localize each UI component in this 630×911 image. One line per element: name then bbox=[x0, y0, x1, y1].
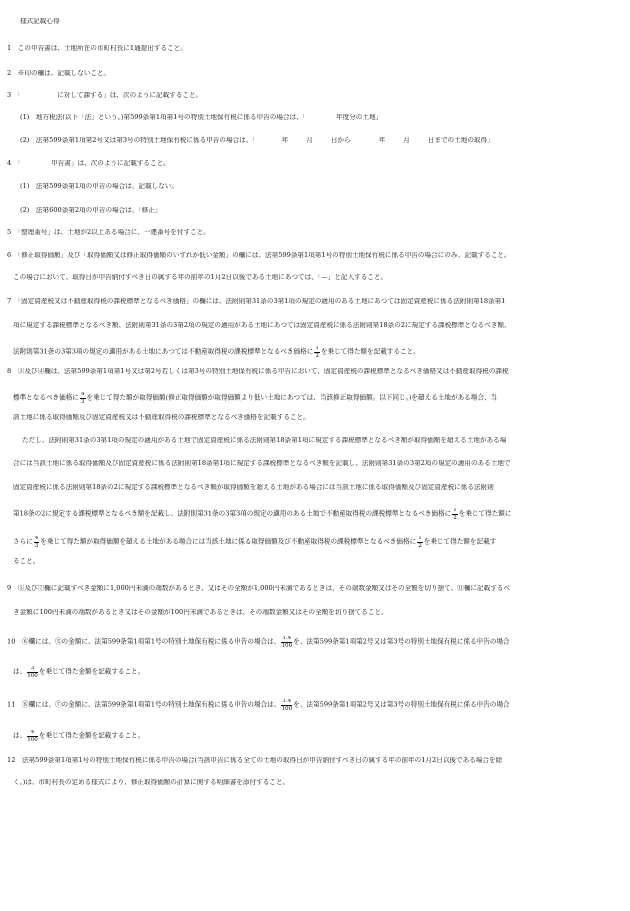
instruction-8-line-1: 8 ③及び④欄は、法第599条第1項第1号又は第2号若しくは第3号の特別土地保有税に係る申告において、固定資産税の課税標準となるべき価格又は不動産取得税の課税 bbox=[7, 368, 509, 375]
instruction-8-line-7 bbox=[13, 508, 624, 521]
instruction-3 bbox=[7, 92, 624, 99]
to-month-label: 月 bbox=[403, 137, 410, 144]
instruction-10-line-1 bbox=[7, 636, 624, 649]
fraction-denominator: 100 bbox=[27, 672, 38, 679]
instruction-10-line-2-text: は、 bbox=[13, 667, 27, 676]
instruction-6-line-1: 6 「修正取得価額」及び「取得価額又は修正取得価額のいずれか低い金額」の欄には、法第599条第1項第1号の特別土地保有税に係る申告の場合にのみ、記載すること。 bbox=[7, 252, 511, 259]
instruction-4-2: (2) 法第600条第2項の申告の場合は、「修正」 bbox=[20, 207, 162, 214]
instruction-8-line-3: 該土地に係る取得価額及び固定資産税又は不動産取得税の課税標準となるべき価格を記載すること。 bbox=[13, 414, 310, 421]
instruction-5: 5 「整理番号」は、土地が2以上ある場合に、一連番号を付すこと。 bbox=[7, 229, 210, 236]
fraction-numerator: 4 bbox=[80, 392, 86, 399]
instruction-8-line-4: ただし、法附則第31条の3第1項の規定の適用がある土地で固定資産税に係る法附則第18条第1項に規定する課税標準となるべき額が取得価額を超える土地がある場 bbox=[22, 437, 507, 444]
instruction-3-1 bbox=[20, 114, 624, 121]
instruction-8-line-2-end: を乗じて得た額が取得価額(修正取得価額が取得価額より低い土地にあつては、当該修正取得価額。以下同じ。)を超える土地がある場合、当 bbox=[86, 393, 498, 402]
fraction-denominator: 2 bbox=[453, 514, 457, 521]
instruction-8-line-7-text: 第18条の2に規定する課税標準となるべき額を記載し、法附則第31条の3第3項の規定の適用のある土地で不動産取得税の課税標準となるべき価格に bbox=[13, 509, 452, 518]
instruction-3-rest: に対して課する」は、次のように記載すること。 bbox=[57, 92, 203, 99]
fraction-one-half bbox=[452, 508, 458, 521]
fraction-numerator: 4 bbox=[27, 730, 38, 737]
fraction-four-thirds bbox=[80, 392, 86, 405]
fraction-numerator: 4 bbox=[34, 536, 40, 543]
instruction-11-line-2-end: を乗じて得た金額を記載すること。 bbox=[38, 731, 145, 740]
document-heading: 様式記載心得 bbox=[20, 18, 60, 25]
instruction-11-line-1-text: 11 ⑧欄には、⑦の金額に、法第599条第1項第1号の特別土地保有税に係る申告の場合は、 bbox=[7, 700, 281, 709]
instruction-3-start: 3 「 bbox=[7, 92, 22, 99]
instruction-7-line-3-end: を乗じて得た額を記載すること。 bbox=[320, 347, 420, 356]
instruction-10-line-2 bbox=[13, 666, 624, 679]
to-year-label: 年 bbox=[378, 137, 386, 144]
instruction-12-line-1: 12 法第599条第1項第1号の特別土地保有税に係る申告の場合(当該申告に係る全ての土地の取得日が申告納付すべき日の属する年の前年の1月2日以後である場合を除 bbox=[7, 757, 503, 764]
instruction-6-line-2: この場合において、取得日が申告納付すべき日の属する年の前年の1月2日以後である土地にあつては、「—」と記入すること。 bbox=[13, 274, 388, 281]
from-month-label: 月 bbox=[306, 137, 313, 144]
instruction-8-line-8-end: を乗じて得た額を記載す bbox=[423, 537, 497, 546]
fraction-four-thirds bbox=[34, 536, 40, 549]
fraction-denominator: 100 bbox=[281, 642, 293, 649]
fraction-numerator: 1 bbox=[314, 346, 320, 353]
fraction-rate-1-4 bbox=[281, 636, 292, 649]
instruction-8-line-9: ること。 bbox=[13, 558, 40, 565]
fraction-denominator: 2 bbox=[418, 542, 422, 549]
instruction-8-line-8-start: さらに bbox=[13, 537, 33, 546]
instruction-8-line-8 bbox=[13, 536, 624, 549]
instruction-4-start: 4 「 bbox=[7, 160, 22, 167]
instruction-7-line-3 bbox=[13, 346, 624, 359]
instruction-9-line-2: き金額に100円未満の端数があるとき又はその金額が100円未満であるときは、その端数金額又はその全額を切り捨てること。 bbox=[13, 609, 388, 616]
instruction-11-line-2 bbox=[13, 730, 624, 743]
to-day-label: 日までの土地の取得」 bbox=[427, 137, 494, 144]
instruction-7-line-1: 7 「固定資産税又は不動産取得税の課税標準となるべき価格」の欄には、法附則第31条の3第1項の規定の適用のある土地にあつては固定資産税に係る法附則第18条第1 bbox=[7, 298, 506, 305]
from-year-label: 年 bbox=[281, 137, 289, 144]
fraction-numerator: 1 bbox=[417, 536, 423, 543]
instruction-7-line-2: 項に規定する課税標準となるべき額、法附則第31条の3第2項の規定の適用がある土地にあつては固定資産税に係る法附則第18条の2に規定する課税標準となるべき額、 bbox=[13, 322, 511, 329]
instruction-10-line-2-end: を乗じて得た金額を記載すること。 bbox=[38, 667, 145, 676]
instruction-8-line-6: 固定資産税に係る法附則第18条の2に規定する課税標準となるべき額が取得価額を超える土地がある場合には当該土地に係る取得価額及び固定資産税に係る法附則 bbox=[13, 484, 494, 491]
fraction-numerator: 3 bbox=[27, 666, 38, 673]
instruction-10-line-1-text: 10 ⑥欄には、⑤の金額に、法第599条第1項第1号の特別土地保有税に係る申告の場合は、 bbox=[7, 637, 281, 646]
fraction-denominator: 2 bbox=[315, 352, 319, 359]
fraction-denominator: 100 bbox=[281, 705, 293, 712]
fraction-numerator: 1 bbox=[452, 508, 458, 515]
instruction-3-1-end: 年度分の土地」 bbox=[336, 114, 383, 121]
fraction-rate-4 bbox=[27, 730, 38, 743]
instruction-8-line-2 bbox=[13, 392, 624, 405]
instruction-8-line-7-end: を乗じて得た額に bbox=[458, 509, 512, 518]
instruction-1: 1 この申告書は、土地所在の市町村長に1通提出すること。 bbox=[7, 45, 187, 52]
instruction-11-line-2-text: は、 bbox=[13, 731, 27, 740]
instruction-8-line-8-text: を乗じて得た額が取得価額を超える土地がある場合には当該土地に係る取得価額及び不動産取得税の課税標準となるべき価格に bbox=[40, 537, 417, 546]
instruction-9-line-1: 9 ⑤及び⑦欄に記載すべき金額に1,000円未満の端数があるとき、又はその全額が1,000円未満であるときは、その端数金額又はその全額を切り捨て、⑪欄に記載するべ bbox=[7, 585, 510, 592]
instruction-4-1: (1) 法第599条第1項の申告の場合は、記載しない。 bbox=[20, 183, 178, 190]
from-day-label: 日から bbox=[330, 137, 351, 144]
instruction-10-line-1-end: を、法第599条第1項第2号又は第3号の特別土地保有税に係る申告の場合 bbox=[293, 637, 510, 646]
fraction-denominator: 3 bbox=[34, 542, 39, 549]
instruction-3-2 bbox=[20, 137, 624, 144]
fraction-numerator: 1.4 bbox=[281, 636, 292, 643]
instruction-2: 2 ※印の欄は、記載しないこと。 bbox=[7, 70, 111, 77]
instruction-4 bbox=[7, 160, 624, 167]
instruction-11-line-1 bbox=[7, 699, 624, 712]
fraction-denominator: 100 bbox=[27, 736, 38, 743]
instruction-3-1-text: (1) 地方税法(以下「法」という。)第599条第1項第1号の特別土地保有税に係る申告の場合は、「 bbox=[20, 114, 307, 121]
instruction-8-line-5: 合には当該土地に係る取得価額及び固定資産税に係る法附則第18条第1項に規定する課税標準となるべき額を記載し、法附則第31条の3第2項の規定の適用のある土地で bbox=[13, 460, 511, 467]
instruction-11-line-1-end: を、法第599条第1項第2号又は第3号の特別土地保有税に係る申告の場合 bbox=[293, 700, 510, 709]
fraction-rate-1-4 bbox=[281, 699, 292, 712]
instruction-3-2-text: (2) 法第599条第1項第2号又は第3号の特別土地保有税に係る申告の場合は、「 bbox=[20, 137, 256, 144]
instruction-12-line-2: く。)は、市町村長の定める様式により、修正取得価額の計算に関する明細書を添付すること。 bbox=[13, 779, 290, 786]
instruction-8-line-2-text: 標準となるべき価格に bbox=[13, 393, 79, 402]
fraction-denominator: 3 bbox=[80, 398, 85, 405]
fraction-one-half bbox=[417, 536, 423, 549]
instruction-7-line-3-text: 法附則第31条の3第3項の規定の適用がある土地にあつては不動産取得税の課税標準となるべき価格に bbox=[13, 347, 314, 356]
instruction-4-rest: 申告書」は、次のように記載すること。 bbox=[51, 160, 170, 167]
fraction-numerator: 1.4 bbox=[281, 699, 292, 706]
fraction-one-half bbox=[314, 346, 320, 359]
fraction-rate-3 bbox=[27, 666, 38, 679]
